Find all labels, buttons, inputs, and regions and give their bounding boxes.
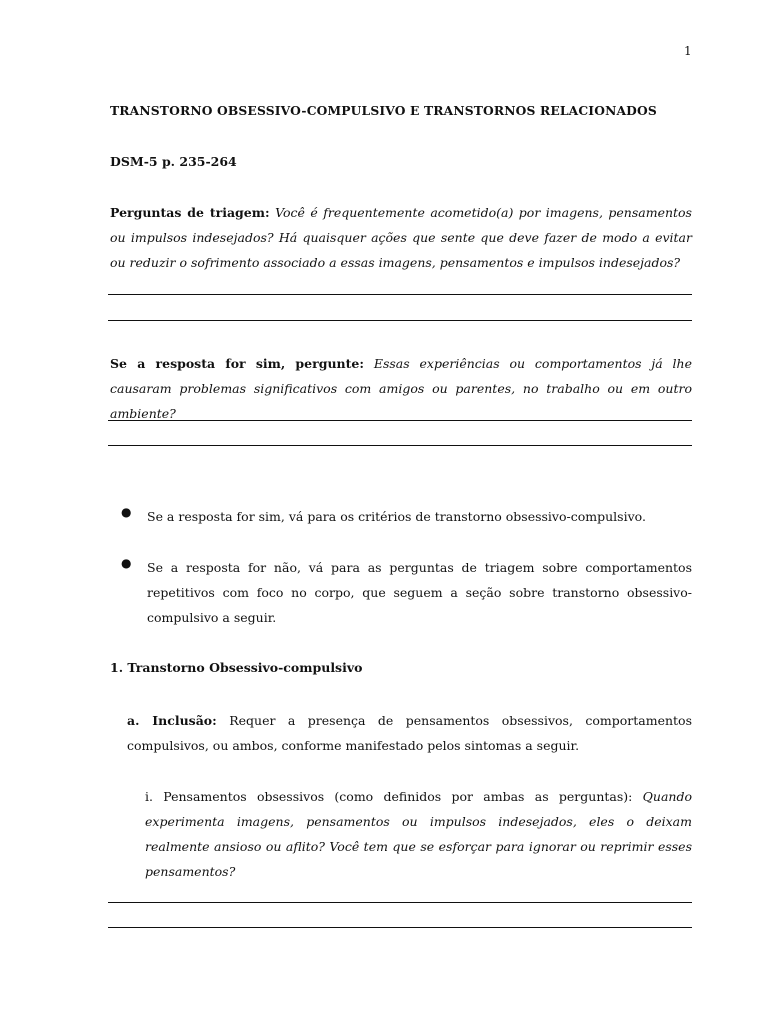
screening-questions bbox=[110, 200, 692, 275]
followup-question: Essas experiências ou comportamentos já lhe causaram problemas significativos com amigos ou parentes, no trabalho ou em outro ambiente? bbox=[110, 356, 693, 421]
document-title: TRANSTORNO OBSESSIVO-COMPULSIVO E TRANSTORNOS RELACIONADOS bbox=[110, 103, 657, 118]
answer-line[interactable] bbox=[108, 927, 692, 928]
answer-line[interactable] bbox=[108, 420, 692, 421]
inclusion-criteria bbox=[127, 708, 692, 758]
answer-line[interactable] bbox=[108, 902, 692, 903]
screening-question: Você é frequentemente acometido(a) por imagens, pensamentos ou impulsos indesejados? Há quaisquer ações que sente que deve fazer de modo a evitar ou reduzir o sofrimento associado a essas imagens, pensamentos e impulsos indesejados? bbox=[110, 205, 692, 270]
screening-label: Perguntas de triagem: bbox=[110, 205, 270, 220]
bullet-item: Se a resposta for sim, vá para os critérios de transtorno obsessivo-compulsivo. bbox=[147, 509, 646, 524]
obsessive-thoughts-item bbox=[145, 784, 692, 884]
item-i-question: Quando experimenta imagens, pensamentos ou impulsos indesejados, eles o deixam realmente ansioso ou aflito? Você tem que se esforçar para ignorar ou reprimir esses pensamentos? bbox=[145, 789, 692, 879]
dsm-reference: DSM-5 p. 235-264 bbox=[110, 154, 237, 169]
followup-question-block bbox=[110, 351, 692, 426]
answer-line[interactable] bbox=[108, 320, 692, 321]
bullet-marker: ● bbox=[121, 556, 132, 570]
inclusion-text: Requer a presença de pensamentos obsessivos, comportamentos compulsivos, ou ambos, conforme manifestado pelos sintomas a seguir. bbox=[127, 713, 692, 753]
answer-line[interactable] bbox=[108, 294, 692, 295]
bullet-marker: ● bbox=[121, 505, 132, 519]
inclusion-label: a. Inclusão: bbox=[127, 713, 217, 728]
answer-line[interactable] bbox=[108, 445, 692, 446]
page-number: 1 bbox=[684, 44, 692, 58]
section-heading: 1. Transtorno Obsessivo-compulsivo bbox=[110, 660, 363, 675]
bullet-item: Se a resposta for não, vá para as perguntas de triagem sobre comportamentos repetitivos com foco no corpo, que seguem a seção sobre transtorno obsessivo-compulsivo a seguir. bbox=[147, 560, 692, 625]
item-i-text: i. Pensamentos obsessivos (como definidos por ambas as perguntas): bbox=[145, 789, 633, 804]
followup-label: Se a resposta for sim, pergunte: bbox=[110, 356, 364, 371]
